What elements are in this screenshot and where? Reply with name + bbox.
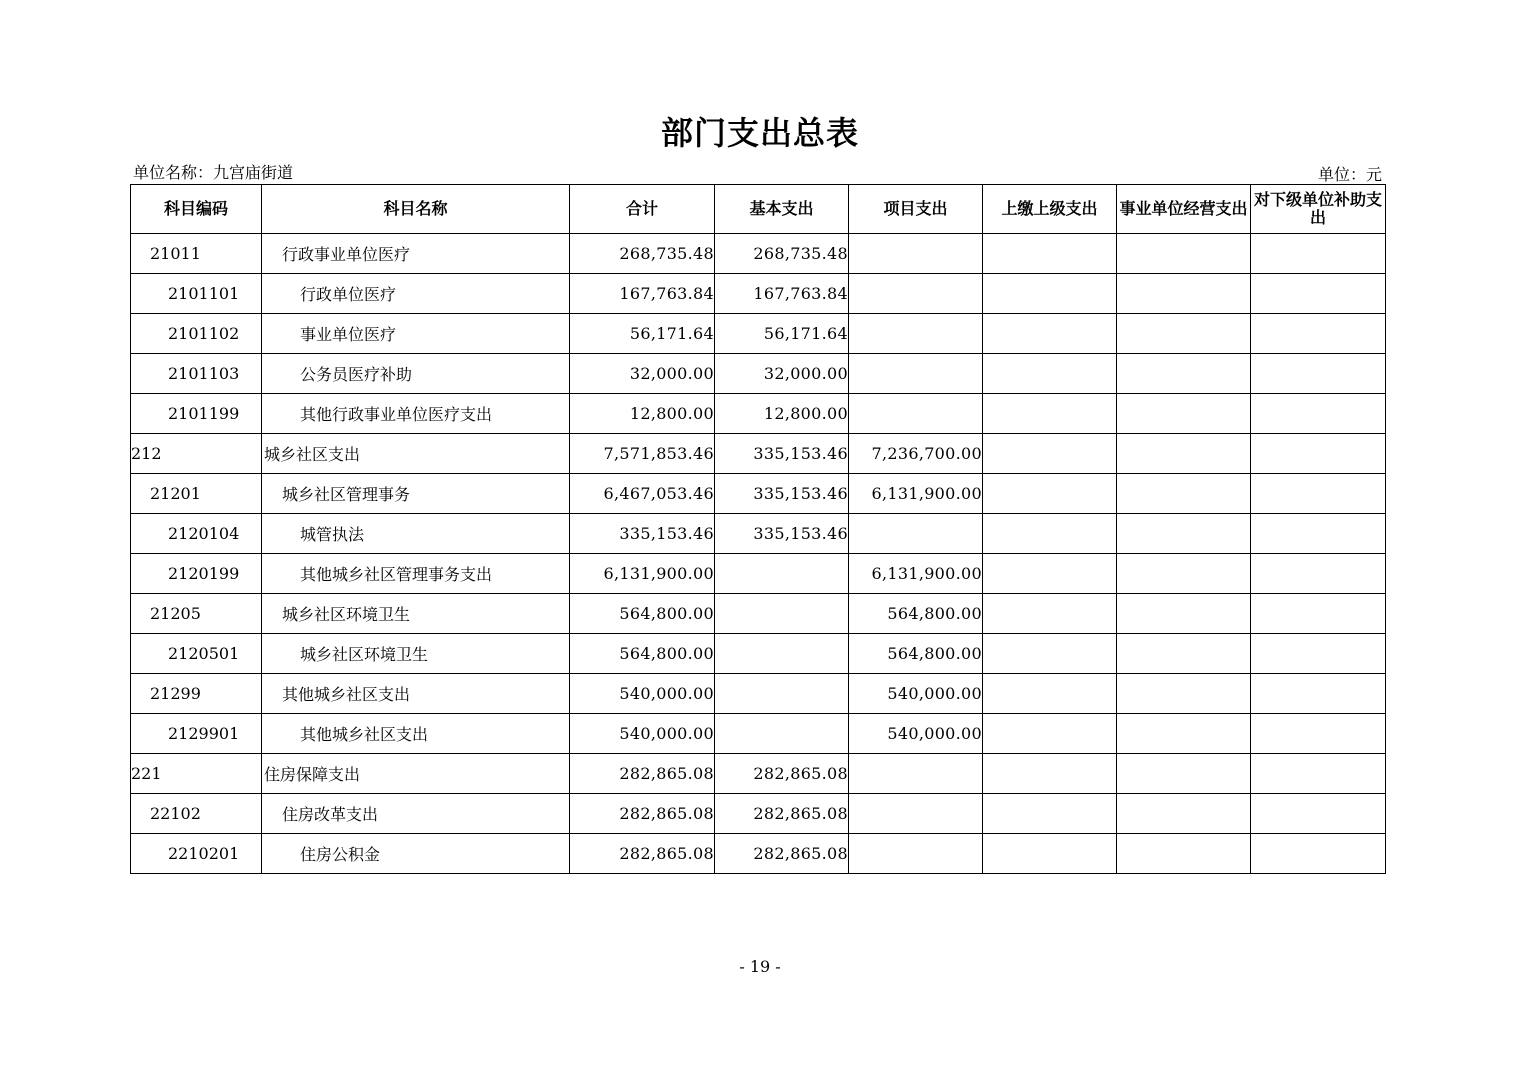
basic-amount-cell: 282,865.08: [715, 754, 849, 794]
total-amount-cell: 56,171.64: [570, 314, 715, 354]
basic-amount-cell: 12,800.00: [715, 394, 849, 434]
subject-name-cell: 公务员医疗补助: [262, 354, 570, 394]
business-amount-cell: [1117, 474, 1251, 514]
subsidy-amount-cell: [1251, 514, 1386, 554]
table-row: [131, 314, 1386, 354]
project-amount-cell: 6,131,900.00: [849, 474, 983, 514]
subject-name-cell: 行政事业单位医疗: [262, 234, 570, 274]
upper-amount-cell: [983, 474, 1117, 514]
subject-code-cell: 21205: [131, 594, 262, 634]
subject-code-cell: 2210201: [131, 834, 262, 874]
subject-code-cell: 2101199: [131, 394, 262, 434]
subject-code-cell: 2120199: [131, 554, 262, 594]
total-amount-cell: 564,800.00: [570, 634, 715, 674]
project-amount-cell: [849, 234, 983, 274]
subject-code-cell: 221: [131, 754, 262, 794]
business-amount-cell: [1117, 394, 1251, 434]
subject-code-cell: 21299: [131, 674, 262, 714]
basic-amount-cell: [715, 674, 849, 714]
total-amount-cell: 32,000.00: [570, 354, 715, 394]
upper-amount-cell: [983, 434, 1117, 474]
total-amount-cell: 12,800.00: [570, 394, 715, 434]
basic-amount-cell: 282,865.08: [715, 834, 849, 874]
column-header: 项目支出: [849, 185, 983, 234]
table-row: [131, 554, 1386, 594]
subject-code-cell: 2101103: [131, 354, 262, 394]
upper-amount-cell: [983, 794, 1117, 834]
subject-code-cell: 2129901: [131, 714, 262, 754]
basic-amount-cell: 56,171.64: [715, 314, 849, 354]
basic-amount-cell: [715, 554, 849, 594]
subject-name-cell: 城乡社区环境卫生: [262, 634, 570, 674]
table-row: [131, 714, 1386, 754]
total-amount-cell: 167,763.84: [570, 274, 715, 314]
basic-amount-cell: 335,153.46: [715, 434, 849, 474]
project-amount-cell: [849, 514, 983, 554]
project-amount-cell: 564,800.00: [849, 594, 983, 634]
total-amount-cell: 282,865.08: [570, 834, 715, 874]
business-amount-cell: [1117, 834, 1251, 874]
upper-amount-cell: [983, 594, 1117, 634]
subsidy-amount-cell: [1251, 434, 1386, 474]
basic-amount-cell: 335,153.46: [715, 514, 849, 554]
subject-name-cell: 事业单位医疗: [262, 314, 570, 354]
upper-amount-cell: [983, 634, 1117, 674]
total-amount-cell: 282,865.08: [570, 754, 715, 794]
subject-name-cell: 城乡社区支出: [262, 434, 570, 474]
upper-amount-cell: [983, 714, 1117, 754]
subject-name-cell: 城管执法: [262, 514, 570, 554]
subject-name-cell: 其他城乡社区管理事务支出: [262, 554, 570, 594]
total-amount-cell: 540,000.00: [570, 674, 715, 714]
table-body: [131, 234, 1386, 874]
column-header: 科目编码: [131, 185, 262, 234]
table-row: [131, 674, 1386, 714]
total-amount-cell: 540,000.00: [570, 714, 715, 754]
subsidy-amount-cell: [1251, 634, 1386, 674]
column-header: 基本支出: [715, 185, 849, 234]
subsidy-amount-cell: [1251, 834, 1386, 874]
project-amount-cell: 6,131,900.00: [849, 554, 983, 594]
table-row: [131, 634, 1386, 674]
project-amount-cell: [849, 834, 983, 874]
upper-amount-cell: [983, 554, 1117, 594]
subsidy-amount-cell: [1251, 354, 1386, 394]
table-header-row: [131, 185, 1386, 234]
upper-amount-cell: [983, 354, 1117, 394]
business-amount-cell: [1117, 234, 1251, 274]
upper-amount-cell: [983, 834, 1117, 874]
subject-name-cell: 城乡社区环境卫生: [262, 594, 570, 634]
total-amount-cell: 564,800.00: [570, 594, 715, 634]
table-row: [131, 514, 1386, 554]
upper-amount-cell: [983, 754, 1117, 794]
table-row: [131, 794, 1386, 834]
column-header: 对下级单位补助支出: [1251, 185, 1386, 234]
basic-amount-cell: 32,000.00: [715, 354, 849, 394]
table-row: [131, 394, 1386, 434]
total-amount-cell: 282,865.08: [570, 794, 715, 834]
project-amount-cell: 540,000.00: [849, 714, 983, 754]
basic-amount-cell: [715, 714, 849, 754]
basic-amount-cell: 282,865.08: [715, 794, 849, 834]
project-amount-cell: 564,800.00: [849, 634, 983, 674]
total-amount-cell: 268,735.48: [570, 234, 715, 274]
table-row: [131, 474, 1386, 514]
subsidy-amount-cell: [1251, 754, 1386, 794]
subsidy-amount-cell: [1251, 314, 1386, 354]
basic-amount-cell: [715, 594, 849, 634]
subject-code-cell: 2120104: [131, 514, 262, 554]
subject-name-cell: 城乡社区管理事务: [262, 474, 570, 514]
currency-unit-label: 单位：元: [1317, 165, 1382, 184]
page-title: 部门支出总表: [660, 114, 859, 152]
subject-code-cell: 2101101: [131, 274, 262, 314]
page-number: - 19 -: [739, 957, 781, 976]
business-amount-cell: [1117, 514, 1251, 554]
upper-amount-cell: [983, 514, 1117, 554]
subsidy-amount-cell: [1251, 594, 1386, 634]
project-amount-cell: [849, 314, 983, 354]
subsidy-amount-cell: [1251, 554, 1386, 594]
subject-name-cell: 住房保障支出: [262, 754, 570, 794]
subsidy-amount-cell: [1251, 474, 1386, 514]
table-row: [131, 834, 1386, 874]
subject-name-cell: 其他城乡社区支出: [262, 674, 570, 714]
business-amount-cell: [1117, 314, 1251, 354]
project-amount-cell: 7,236,700.00: [849, 434, 983, 474]
project-amount-cell: 540,000.00: [849, 674, 983, 714]
business-amount-cell: [1117, 714, 1251, 754]
subject-code-cell: 22102: [131, 794, 262, 834]
table-row: [131, 434, 1386, 474]
business-amount-cell: [1117, 274, 1251, 314]
subject-name-cell: 其他城乡社区支出: [262, 714, 570, 754]
subject-name-cell: 其他行政事业单位医疗支出: [262, 394, 570, 434]
total-amount-cell: 6,467,053.46: [570, 474, 715, 514]
column-header: 事业单位经营支出: [1117, 185, 1251, 234]
upper-amount-cell: [983, 674, 1117, 714]
total-amount-cell: 335,153.46: [570, 514, 715, 554]
total-amount-cell: 7,571,853.46: [570, 434, 715, 474]
business-amount-cell: [1117, 794, 1251, 834]
upper-amount-cell: [983, 394, 1117, 434]
upper-amount-cell: [983, 274, 1117, 314]
subsidy-amount-cell: [1251, 714, 1386, 754]
table-row: [131, 274, 1386, 314]
project-amount-cell: [849, 754, 983, 794]
subject-code-cell: 2101102: [131, 314, 262, 354]
project-amount-cell: [849, 394, 983, 434]
basic-amount-cell: 335,153.46: [715, 474, 849, 514]
subsidy-amount-cell: [1251, 394, 1386, 434]
subject-code-cell: 2120501: [131, 634, 262, 674]
unit-name-label: 单位名称：九宫庙街道: [133, 163, 294, 182]
basic-amount-cell: [715, 634, 849, 674]
column-header: 合计: [570, 185, 715, 234]
business-amount-cell: [1117, 594, 1251, 634]
business-amount-cell: [1117, 554, 1251, 594]
subject-name-cell: 住房公积金: [262, 834, 570, 874]
basic-amount-cell: 167,763.84: [715, 274, 849, 314]
upper-amount-cell: [983, 314, 1117, 354]
project-amount-cell: [849, 354, 983, 394]
expenditure-table: [130, 184, 1386, 874]
subsidy-amount-cell: [1251, 674, 1386, 714]
business-amount-cell: [1117, 354, 1251, 394]
business-amount-cell: [1117, 674, 1251, 714]
subject-code-cell: 212: [131, 434, 262, 474]
project-amount-cell: [849, 794, 983, 834]
subsidy-amount-cell: [1251, 274, 1386, 314]
subject-name-cell: 住房改革支出: [262, 794, 570, 834]
total-amount-cell: 6,131,900.00: [570, 554, 715, 594]
upper-amount-cell: [983, 234, 1117, 274]
project-amount-cell: [849, 274, 983, 314]
column-header: 上缴上级支出: [983, 185, 1117, 234]
subject-code-cell: 21011: [131, 234, 262, 274]
table-row: [131, 594, 1386, 634]
business-amount-cell: [1117, 754, 1251, 794]
basic-amount-cell: 268,735.48: [715, 234, 849, 274]
subject-code-cell: 21201: [131, 474, 262, 514]
subsidy-amount-cell: [1251, 234, 1386, 274]
column-header: 科目名称: [262, 185, 570, 234]
table-row: [131, 754, 1386, 794]
business-amount-cell: [1117, 634, 1251, 674]
subsidy-amount-cell: [1251, 794, 1386, 834]
table-row: [131, 234, 1386, 274]
subject-name-cell: 行政单位医疗: [262, 274, 570, 314]
business-amount-cell: [1117, 434, 1251, 474]
table-row: [131, 354, 1386, 394]
